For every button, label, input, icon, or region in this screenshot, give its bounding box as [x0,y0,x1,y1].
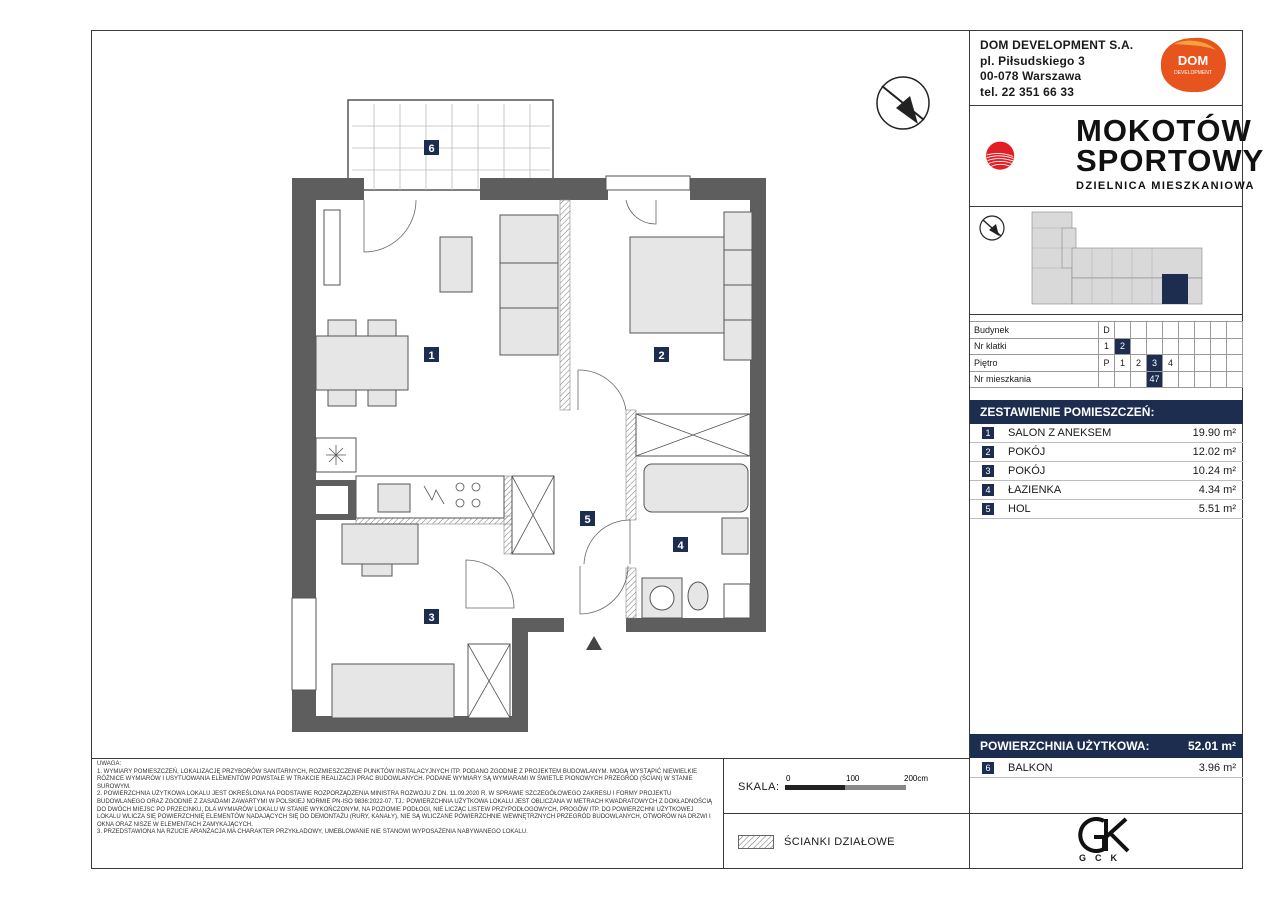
room-number: 5 [982,503,994,515]
company-street: pl. Piłsudskiego 3 [980,53,1085,68]
project-title-line1: MOKOTÓW [1076,113,1252,148]
logo-divider [970,206,1243,207]
room-number: 4 [982,484,994,496]
info-cell [1211,322,1227,339]
info-row-label: Nr klatki [970,338,1099,355]
room3-furniture [332,524,510,718]
rooms-list [970,424,1243,519]
info-cell [1227,371,1243,388]
info-cell [1131,322,1147,339]
info-cell [1227,355,1243,372]
compass-icon [877,77,929,129]
info-row-label: Budynek [970,322,1099,339]
svg-text:0: 0 [786,774,791,783]
plan-bottom-divider [92,758,970,759]
room-number: 1 [982,427,994,439]
info-row [970,338,1243,355]
room-number: 3 [982,465,994,477]
info-cell [1227,338,1243,355]
info-cell [1179,338,1195,355]
info-cell [1099,371,1115,388]
room-row [970,462,1243,481]
svg-text:2: 2 [658,350,665,362]
info-row [970,322,1243,339]
room-row [970,500,1243,519]
bathroom-fixtures [642,464,750,618]
info-cell [1227,322,1243,339]
project-subtitle: DZIELNICA MIESZKANIOWA [1076,180,1255,192]
room-area: 5.51 m² [1198,503,1236,515]
info-cell [1195,338,1211,355]
company-city: 00-078 Warszawa [980,69,1082,83]
svg-text:100: 100 [846,774,860,783]
info-cell: 4 [1163,355,1179,372]
scale-label: SKALA: [738,781,780,793]
balcony-name: BALKON [1008,762,1053,774]
room-name: POKÓJ [1008,446,1046,458]
project-title-line2: SPORTOWY [1076,143,1265,178]
company-name: DOM DEVELOPMENT S.A. [980,38,1134,52]
svg-text:6: 6 [428,143,435,155]
info-cell [1179,355,1195,372]
info-cell [1131,371,1147,388]
info-cell [1131,338,1147,355]
info-row [970,355,1243,372]
room-name: POKÓJ [1008,465,1046,477]
balcony-row [970,759,1243,778]
info-cell [1211,371,1227,388]
project-title [1076,113,1265,178]
svg-text:5: 5 [584,514,591,526]
mokotow-sportowy-logo [985,113,1073,199]
scale-bar [784,773,929,795]
info-row [970,371,1243,388]
info-cell [1115,322,1131,339]
info-cell: 1 [1115,355,1131,372]
bedroom-furniture [630,212,752,456]
room-area: 10.24 m² [1192,465,1236,477]
info-cell [1147,322,1163,339]
info-cell: 2 [1115,338,1131,355]
info-cell: 1 [1099,338,1115,355]
room-row [970,481,1243,500]
partition-legend-label: ŚCIANKI DZIAŁOWE [784,836,895,848]
room-area: 12.02 m² [1192,446,1236,458]
info-cell [1147,338,1163,355]
svg-text:DOM: DOM [1177,53,1209,68]
info-cell [1211,355,1227,372]
note-3: 3. PRZEDSTAWIONA NA RZUCIE ARANŻACJA MA CHARAKTER PRZYKŁADOWY, UMEBLOWANIE NIE STANOWI WYPOSAŻENIA NABYWANEGO LOKALU. [97,829,528,836]
info-cell [1163,371,1179,388]
room-name: SALON Z ANEKSEM [1008,427,1112,439]
info-cell [1211,338,1227,355]
svg-text:DEVELOPMENT: DEVELOPMENT [1174,70,1212,76]
partition-hatch-swatch [738,835,774,849]
svg-text:1: 1 [428,350,435,362]
info-cell [1179,322,1195,339]
info-cell: D [1099,322,1115,339]
room-labels [424,140,688,624]
room-area: 4.34 m² [1198,484,1236,496]
rooms-header: ZESTAWIENIE POMIESZCZEŃ: [970,400,1243,424]
info-cell [1195,355,1211,372]
note-2: 2. POWIERZCHNIA UŻYTKOWA LOKALU JEST OKREŚLONA NA PODSTAWIE ROZPORZĄDZENIA MINISTRA ROZWOJU Z DN. 11.09.2020 R. W SPRAWIE SZCZEGÓŁOWEGO ZAKRESU I FORMY PROJEKTU BUDOWLANEGO ORAZ ZGODNIE Z ZASADAMI ZAWARTYMI W POLSKIEJ NORMIE PN-ISO 9836:2022-07. TJ.: POWIERZCHNIA UŻYTKOWA LOKALU JEST OBLICZANA W METRACH KWADRATOWYCH Z DOKŁADNOŚCIĄ DO DWÓCH MIEJSC PO PRZECINKU, DLA WYMIARÓW LOKALU W STANIE WYKOŃCZONYM, NA POZIOMIE PODŁOGI, NIE LICZĄC LISTEW PRZYPODŁOGOWYCH, PROGÓW ITP. DO POWIERZCHNI UŻYTKOWEJ LOKALU WLICZA SIĘ POWIERZCHNIĘ ELEMENTÓW NADAJĄCYCH SIĘ DO DEMONTAŻU (RURY, KANAŁY), NIE SĄ WLICZANE POWIERZCHNIE WEWNĘTRZNYCH PRZEGRÓD BUDOWLANYCH, OTWORÓW NA DRZWI I OKNA ORAZ NISZE W ELEMENTACH ZAMYKAJĄCYCH. [97,791,712,828]
balcony [348,100,553,190]
info-row-label: Piętro [970,355,1099,372]
info-cell: 47 [1147,371,1163,388]
note-1: 1. WYMIARY POMIESZCZEŃ, LOKALIZACJĘ PRZYBORÓW SANITARNYCH, ROZMIESZCZENIE PUNKTÓW INSTALACYJNYCH ITP. PODANO ZGODNIE Z PROJEKTEM BUDOWLANYM. MOGĄ WYSTĄPIĆ NIEWIELKIE RÓŻNICE WYMIARÓW I USYTUOWANIA ELEMENTÓW POWSTAŁE W TRAKCIE REALIZACJI PRAC BUDOWLANYCH. PODANE WYMIARY SĄ WYMIARAMI W ŚWIETLE PIONOWYCH PRZEGRÓD (ŚCIAN) W STANIE SUROWYM. [97,768,698,790]
info-cell: 2 [1131,355,1147,372]
svg-text:200cm: 200cm [904,774,929,783]
notes-divider [723,759,724,869]
notes-section [97,761,717,837]
svg-text:4: 4 [677,540,684,552]
room-area: 19.90 m² [1192,427,1236,439]
company-divider [970,105,1243,106]
info-cell: 3 [1147,355,1163,372]
info-row-label: Nr mieszkania [970,371,1099,388]
svg-text:3: 3 [428,612,435,624]
legend-divider [724,813,969,814]
company-info [980,38,1133,100]
info-cell [1163,338,1179,355]
info-cell [1195,371,1211,388]
building-key-plan [972,208,1242,313]
info-cell [1115,371,1131,388]
floor-plan [92,31,968,758]
company-phone: tel. 22 351 66 33 [980,84,1075,99]
room-row [970,424,1243,443]
info-cell [1195,322,1211,339]
balcony-area: 3.96 m² [1198,762,1236,774]
footer-divider [970,813,1243,814]
room-name: ŁAZIENKA [1008,484,1062,496]
info-cell: P [1099,355,1115,372]
room-name: HOL [1008,503,1031,515]
dom-development-logo [1158,36,1228,94]
keyplan-divider [970,314,1243,315]
info-cell [1179,371,1195,388]
gck-logo-text: GCK [1079,853,1126,863]
info-cell [1163,322,1179,339]
total-area-label: POWIERZCHNIA UŻYTKOWA: [980,739,1150,753]
notes-title: UWAGA: [97,761,122,767]
room-number: 2 [982,446,994,458]
apartment-info-table [970,321,1243,388]
balcony-number: 6 [982,762,994,774]
total-area-bar [970,734,1243,758]
room-row [970,443,1243,462]
total-area-value: 52.01 m² [1187,739,1236,753]
